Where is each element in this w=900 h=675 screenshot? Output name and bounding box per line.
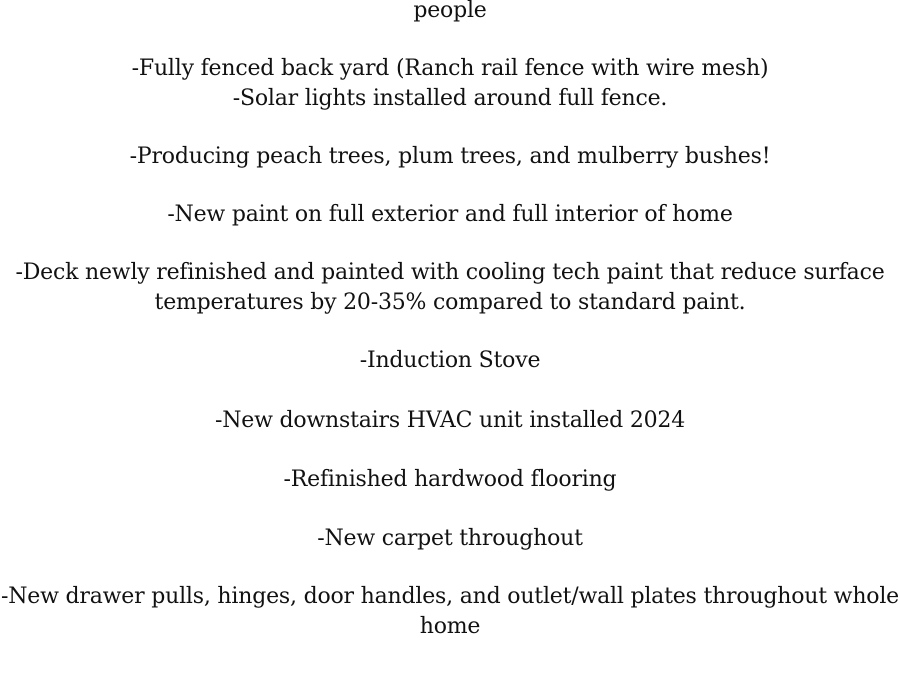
text-line: -Induction Stove	[359, 348, 541, 373]
text-line: -Producing peach trees, plum trees, and mulberry bushes!	[129, 144, 771, 169]
text-line: -New paint on full exterior and full interior of home	[167, 202, 733, 227]
text-line: people	[413, 0, 487, 23]
text-line: -New drawer pulls, hinges, door handles, and outlet/wall plates throughout whole	[1, 584, 899, 609]
text-line: -Deck newly refinished and painted with cooling tech paint that reduce surface	[15, 260, 885, 285]
text-line: -Fully fenced back yard (Ranch rail fence with wire mesh)	[131, 56, 769, 81]
text-line: temperatures by 20-35% compared to standard paint.	[154, 290, 746, 315]
text-line: -New downstairs HVAC unit installed 2024	[214, 408, 686, 433]
text-line: -New carpet throughout	[317, 526, 583, 551]
text-line: -Refinished hardwood flooring	[283, 467, 617, 492]
text-line: -Solar lights installed around full fence.	[232, 86, 668, 111]
text-line: home	[419, 614, 481, 639]
